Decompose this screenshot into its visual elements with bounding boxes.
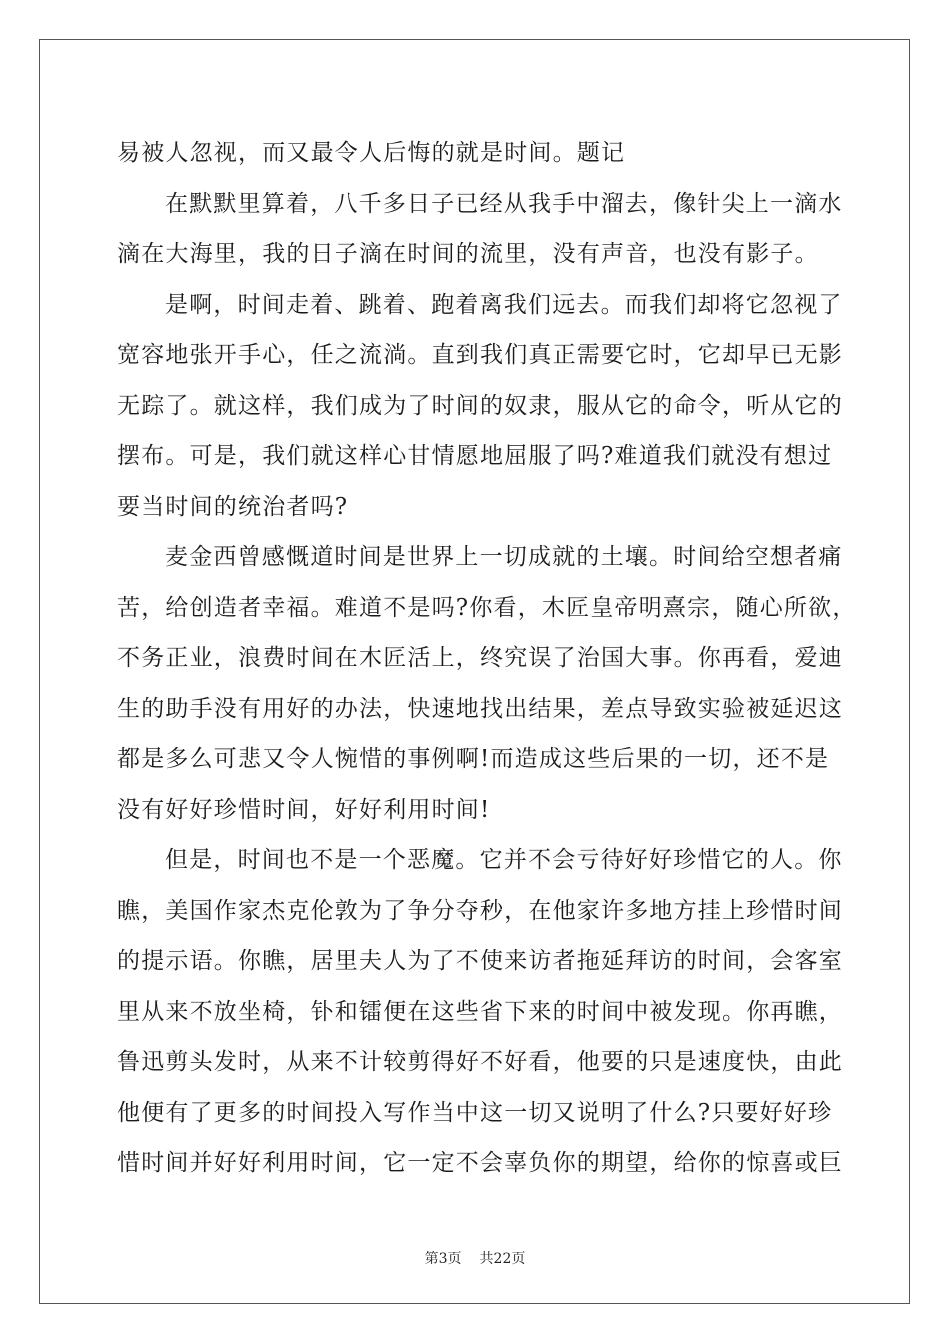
text-line: 摆布。可是，我们就这样心甘情愿地屈服了吗?难道我们就没有想过 [117, 443, 833, 469]
text-line: 他便有了更多的时间投入写作当中这一切又说明了什么?只要好好珍 [117, 1099, 833, 1126]
page-footer [0, 1248, 950, 1268]
text-line: 不务正业，浪费时间在木匠活上，终究误了治国大事。你再看，爱迪 [117, 645, 843, 671]
text-line: 的提示语。你瞧，居里夫人为了不使来访者拖延拜访的时间，会客室 [117, 948, 843, 974]
text-line: 在默默里算着，八千多日子已经从我手中溜去，像针尖上一滴水 [165, 190, 843, 217]
text-line: 生的助手没有用好的办法，快速地找出结果，差点导致实验被延迟这 [117, 695, 843, 722]
text-line: 瞧，美国作家杰克伦敦为了争分夺秒，在他家许多地方挂上珍惜时间 [117, 897, 843, 924]
text-line: 滴在大海里，我的日子滴在时间的流里，没有声音，也没有影子。 [117, 241, 819, 267]
text-line: 无踪了。就这样，我们成为了时间的奴隶，服从它的命令，听从它的 [117, 392, 843, 419]
text-line: 没有好好珍惜时间，好好利用时间! [117, 796, 491, 823]
text-line: 是啊，时间走着、跳着、跑着离我们远去。而我们却将它忽视了 [165, 291, 843, 318]
text-line: 都是多么可悲又令人惋惜的事例啊!而造成这些后果的一切，还不是 [117, 746, 830, 772]
text-line: 宽容地张开手心，任之流淌。直到我们真正需要它时，它却早已无影 [117, 342, 843, 368]
text-line: 要当时间的统治者吗? [117, 493, 349, 520]
text-line: 易被人忽视，而又最令人后悔的就是时间。题记 [117, 140, 626, 166]
text-line: 惜时间并好好利用时间，它一定不会辜负你的期望，给你的惊喜或巨 [117, 1150, 843, 1176]
document-body [117, 128, 857, 1189]
text-line: 里从来不放坐椅，钋和镭便在这些省下来的时间中被发现。你再瞧， [117, 998, 843, 1025]
page-number-total: 共22页 [479, 1251, 526, 1267]
page-number-current: 第3页 [424, 1251, 462, 1267]
text-line: 苦，给创造者幸福。难道不是吗?你看，木匠皇帝明熹宗，随心所欲， [117, 594, 857, 621]
text-line: 鲁迅剪头发时，从来不计较剪得好不好看，他要的只是速度快，由此 [117, 1049, 843, 1075]
text-line: 麦金西曾感慨道时间是世界上一切成就的土壤。时间给空想者痛 [165, 544, 843, 570]
text-line: 但是，时间也不是一个恶魔。它并不会亏待好好珍惜它的人。你 [165, 847, 843, 873]
